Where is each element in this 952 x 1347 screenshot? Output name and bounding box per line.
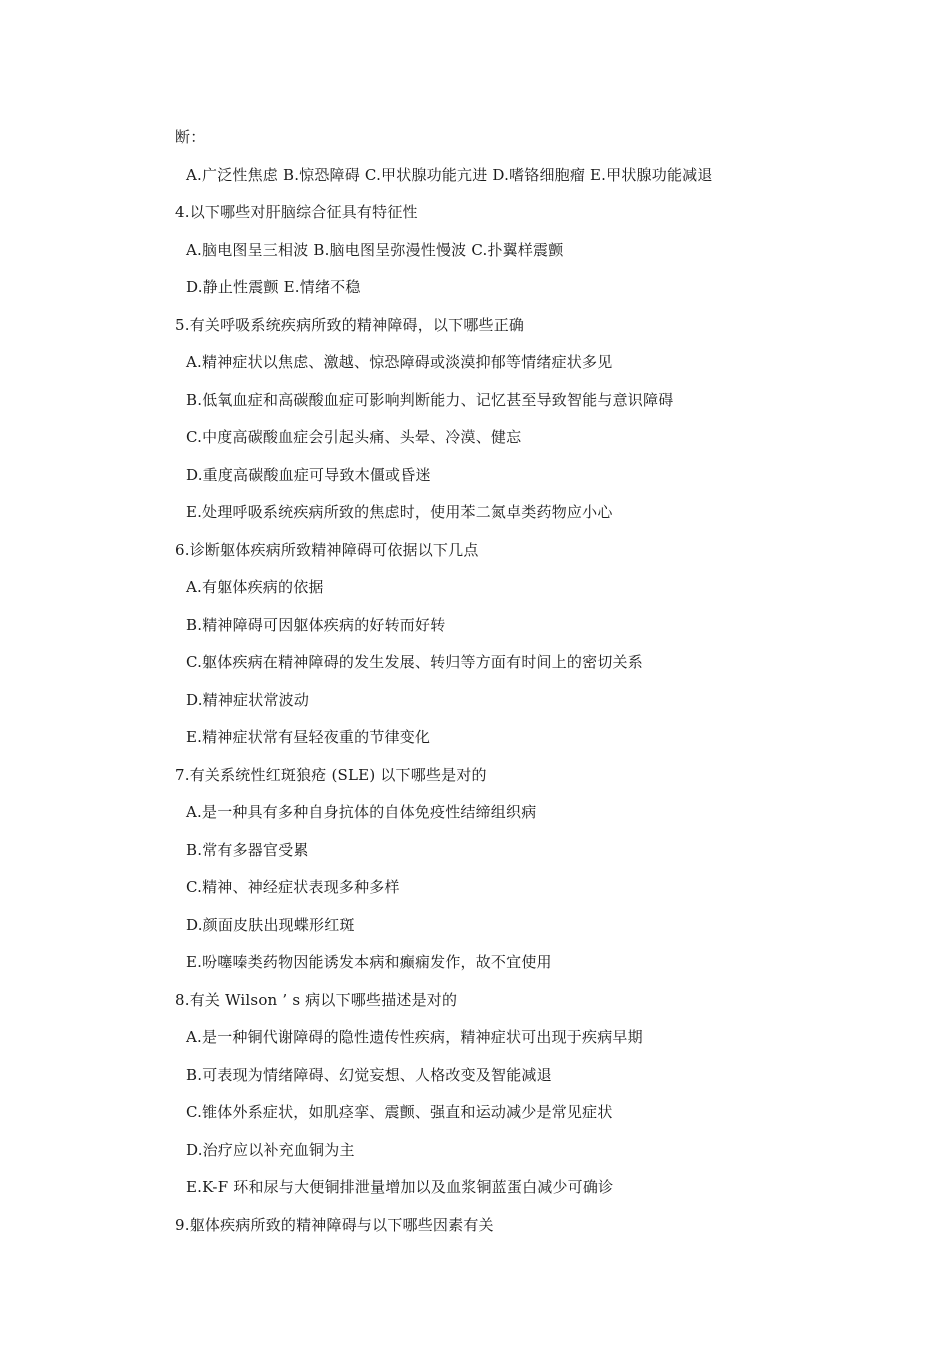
option-line: C.锥体外系症状，如肌痉挛、震颤、强直和运动减少是常见症状 [186,1103,613,1121]
option-line: B.低氧血症和高碳酸血症可影响判断能力、记忆甚至导致智能与意识障碍 [186,390,674,409]
question-list [0,119,952,1244]
option-line: C.精神、神经症状表现多种多样 [186,878,400,896]
question-line: 5.有关呼吸系统疾病所致的精神障碍，以下哪些正确 [175,315,525,334]
option-line: E.K-F 环和尿与大便铜排泄量增加以及血浆铜蓝蛋白减少可确诊 [186,1178,614,1196]
option-line: D.治疗应以补充血铜为主 [186,1140,355,1159]
option-line: D.静止性震颤 E.情绪不稳 [186,278,361,296]
option-line: D.颜面皮肤出现蝶形红斑 [186,915,355,934]
option-line: B.精神障碍可因躯体疾病的好转而好转 [186,615,446,634]
option-line: A.精神症状以焦虑、激越、惊恐障碍或淡漠抑郁等情绪症状多见 [186,353,613,371]
option-line: D.重度高碳酸血症可导致木僵或昏迷 [186,465,431,484]
question-line: 7.有关系统性红斑狼疮 (SLE) 以下哪些是对的 [175,765,487,784]
option-line: E.精神症状常有昼轻夜重的节律变化 [186,728,431,746]
option-line: C.中度高碳酸血症会引起头痛、头晕、冷漠、健忘 [186,428,522,446]
question-line: 断： [175,128,206,146]
question-line: 4.以下哪些对肝脑综合征具有特征性 [175,203,418,221]
option-line: E.处理呼吸系统疾病所致的焦虑时，使用苯二氮卓类药物应小心 [186,503,613,521]
option-line: A.是一种具有多种自身抗体的自体免疫性结缔组织病 [186,803,537,821]
option-line: C.躯体疾病在精神障碍的发生发展、转归等方面有时间上的密切关系 [186,653,643,671]
question-line: 9.躯体疾病所致的精神障碍与以下哪些因素有关 [175,1215,494,1234]
option-line: A.脑电图呈三相波 B.脑电图呈弥漫性慢波 C.扑翼样震颤 [186,240,564,259]
option-line: E.吩噻嗪类药物因能诱发本病和癫痫发作，故不宜使用 [186,953,552,971]
option-line: A.有躯体疾病的依据 [186,578,324,596]
option-line: A.广泛性焦虑 B.惊恐障碍 C.甲状腺功能亢进 D.嗜铬细胞瘤 E.甲状腺功能减退 [186,165,713,184]
question-line: 6.诊断躯体疾病所致精神障碍可依据以下几点 [175,540,479,559]
question-line: 8.有关 Wilson ’ s 病以下哪些描述是对的 [175,990,458,1009]
option-line: B.常有多器官受累 [186,840,309,859]
option-line: A.是一种铜代谢障碍的隐性遗传性疾病，精神症状可出现于疾病早期 [186,1028,643,1046]
option-line: D.精神症状常波动 [186,690,310,709]
option-line: B.可表现为情绪障碍、幻觉妄想、人格改变及智能减退 [186,1065,552,1084]
